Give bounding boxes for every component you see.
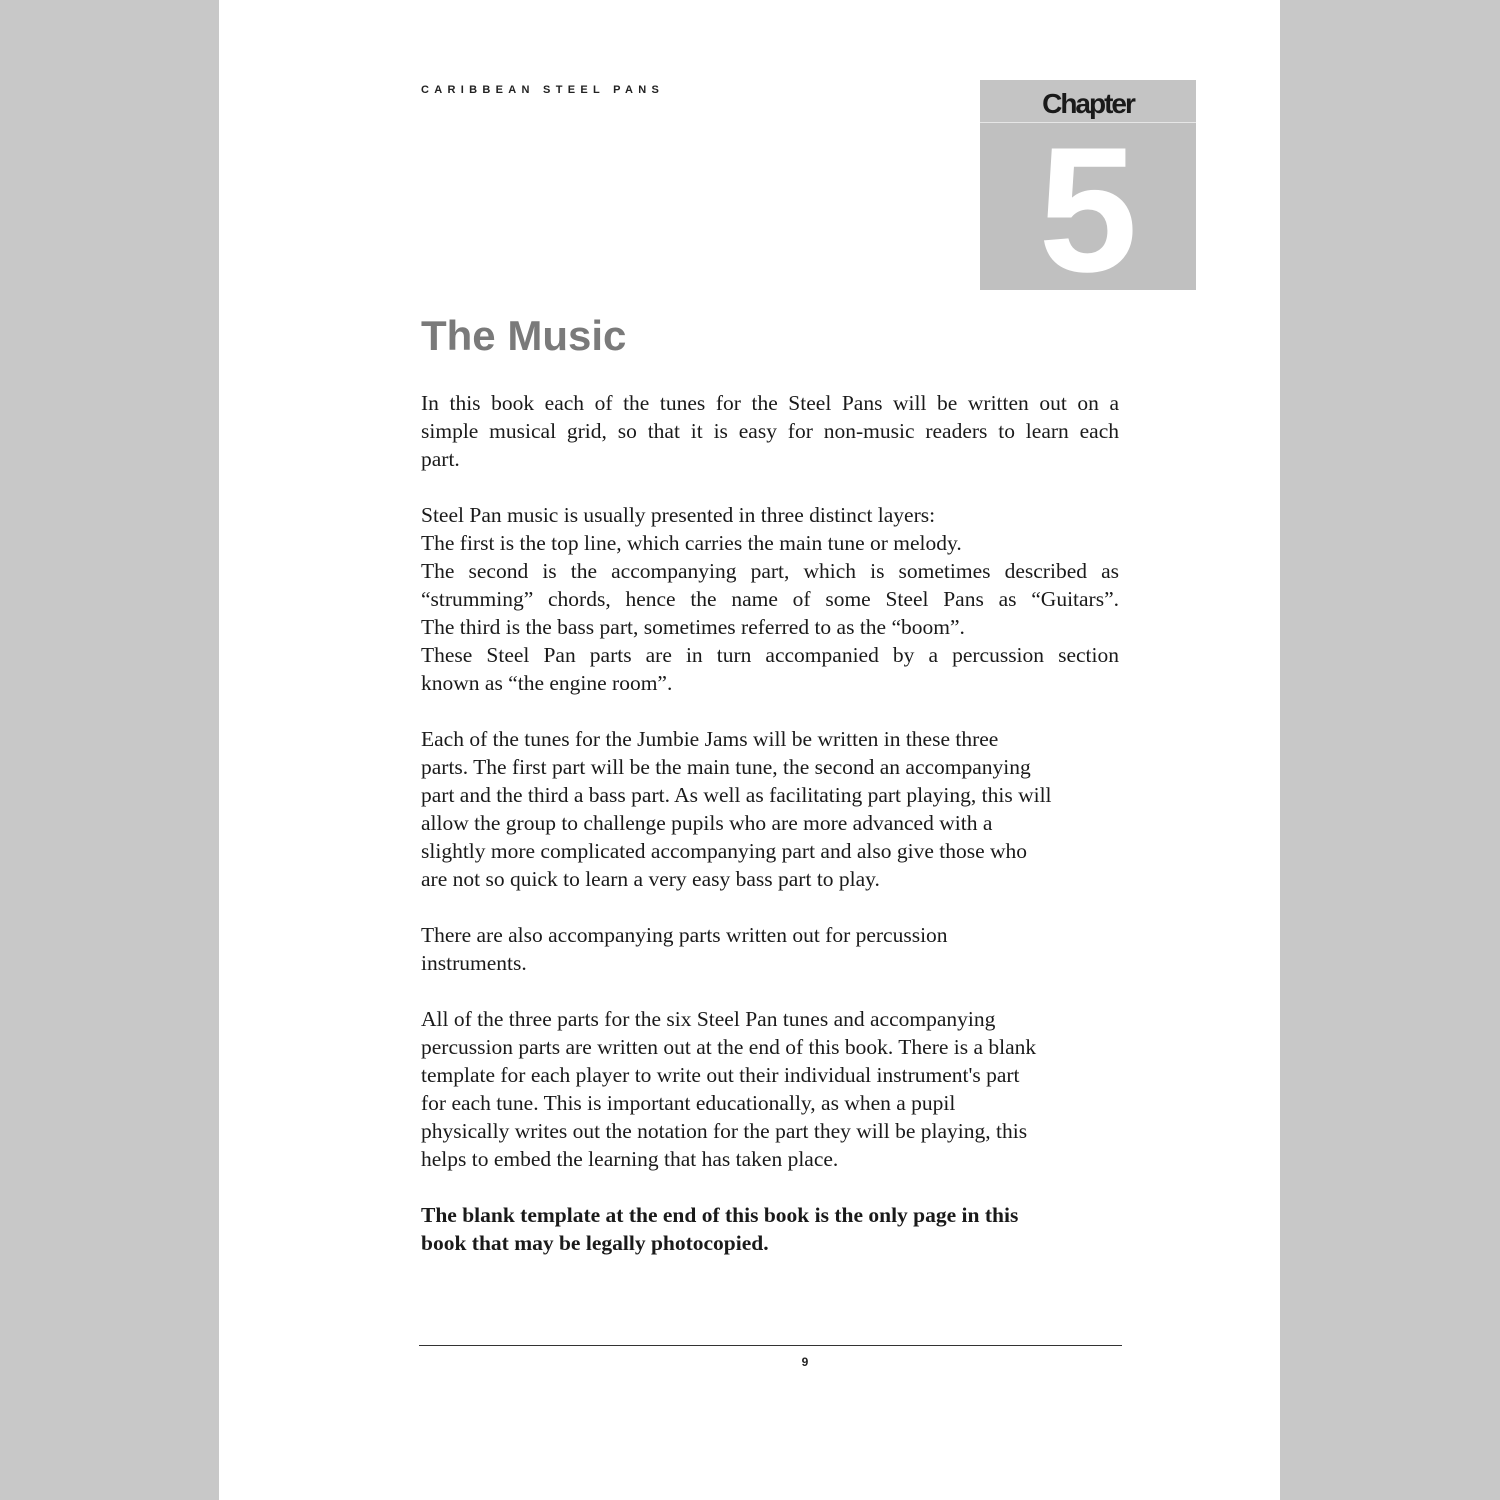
text-line: instruments.: [421, 951, 527, 975]
text-line: for each tune. This is important educationally, as when a pupil: [421, 1091, 956, 1115]
text-line: simple musical grid, so that it is easy for non-music readers to learn each: [421, 419, 1119, 443]
text-line: Each of the tunes for the Jumbie Jams will be written in these three: [421, 727, 999, 751]
text-line: template for each player to write out their individual instrument's part: [421, 1063, 1020, 1087]
text-line: All of the three parts for the six Steel Pan tunes and accompanying: [421, 1007, 996, 1031]
text-line: parts. The first part will be the main tune, the second an accompanying: [421, 755, 1031, 779]
page-number: 9: [801, 1355, 809, 1369]
footer-rule: [419, 1345, 1122, 1346]
text-line: In this book each of the tunes for the Steel Pans will be written out on a: [421, 391, 1119, 415]
text-line: allow the group to challenge pupils who are more advanced with a: [421, 811, 993, 835]
photocopy-notice: [421, 1201, 1119, 1257]
chapter-label: Chapter: [980, 80, 1196, 123]
text-line: The first is the top line, which carries the main tune or melody.: [421, 531, 962, 555]
paragraph-percussion: [421, 921, 1119, 977]
text-line: physically writes out the notation for the part they will be playing, this: [421, 1119, 1028, 1143]
text-line: are not so quick to learn a very easy bass part to play.: [421, 867, 880, 891]
paragraph-intro: [421, 389, 1119, 473]
text-line: slightly more complicated accompanying part and also give those who: [421, 839, 1028, 863]
chapter-badge: [980, 80, 1196, 309]
chapter-number: 5: [1038, 110, 1138, 309]
text-line: The second is the accompanying part, which is sometimes described as: [421, 559, 1119, 583]
book-page: [219, 0, 1280, 1500]
text-line: The blank template at the end of this book is the only page in this: [421, 1203, 1019, 1227]
text-line: The third is the bass part, sometimes referred to as the “boom”.: [421, 615, 965, 639]
text-line: book that may be legally photocopied.: [421, 1231, 769, 1255]
body-text: [421, 389, 1119, 1285]
text-line: Steel Pan music is usually presented in three distinct layers:: [421, 503, 936, 527]
text-line: known as “the engine room”.: [421, 671, 673, 695]
text-line: “strumming” chords, hence the name of some Steel Pans as “Guitars”.: [421, 587, 1119, 611]
running-header: CARIBBEAN STEEL PANS: [421, 84, 665, 96]
paragraph-template: [421, 1005, 1119, 1173]
text-line: There are also accompanying parts written out for percussion: [421, 923, 948, 947]
paragraph-layers: [421, 501, 1119, 697]
text-line: helps to embed the learning that has taken place.: [421, 1147, 839, 1171]
text-line: percussion parts are written out at the end of this book. There is a blank: [421, 1035, 1037, 1059]
chapter-title: The Music: [421, 312, 627, 359]
paragraph-jumbie-jams: [421, 725, 1119, 893]
text-line: part and the third a bass part. As well as facilitating part playing, this will: [421, 783, 1052, 807]
text-line: part.: [421, 447, 460, 471]
text-line: These Steel Pan parts are in turn accompanied by a percussion section: [421, 643, 1119, 667]
